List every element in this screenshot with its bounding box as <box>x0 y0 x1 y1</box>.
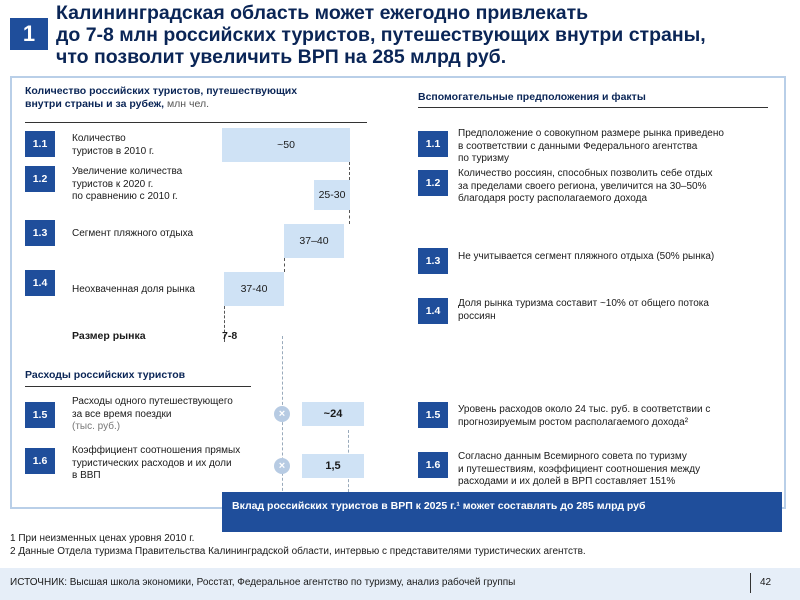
row-badge: 1.1 <box>25 131 55 157</box>
page-divider <box>750 573 751 593</box>
fact-badge: 1.2 <box>418 170 448 196</box>
row-label: Неохваченная доля рынка <box>72 284 195 295</box>
row-label: Расходы одного путешествующего за все время поездки (тыс. руб.) <box>72 396 233 432</box>
market-size-label: Размер рынка <box>72 330 146 342</box>
row-label: Коэффициент соотношения прямых туристических расходов и их доли в ВВП <box>72 445 241 481</box>
fact-text: Предположение о совокупном размере рынка приведено в соответствии с данными Федерального агентства по туризму <box>458 128 724 164</box>
fact-badge: 1.4 <box>418 298 448 324</box>
spending-heading-rule <box>25 386 251 387</box>
row-badge: 1.2 <box>25 166 55 192</box>
row-badge: 1.4 <box>25 270 55 296</box>
multiply-icon: × <box>274 406 290 422</box>
spending-heading: Расходы российских туристов <box>25 369 186 381</box>
page-number: 42 <box>760 577 772 588</box>
coefficient-value: 1,5 <box>302 454 364 478</box>
title-line-3: что позволит увеличить ВРП на 285 млрд руб. <box>56 46 507 68</box>
bar-beach-segment: 37–40 <box>284 224 344 258</box>
fact-badge: 1.1 <box>418 131 448 157</box>
fact-badge: 1.6 <box>418 452 448 478</box>
fact-text: Количество россиян, способных позволить себе отдых за пределами своего региона, увеличится на 30–50% благодаря росту располагаемого дохода <box>458 168 713 204</box>
fact-text: Уровень расходов около 24 тыс. руб. в соответствии с прогнозируемым ростом располагаемого дохода² <box>458 404 711 428</box>
fact-text: Не учитывается сегмент пляжного отдыха (50% рынка) <box>458 251 715 262</box>
row-badge: 1.6 <box>25 448 55 474</box>
spend-per-tourist-value: ~24 <box>302 402 364 426</box>
waterfall-connector <box>349 162 350 180</box>
fact-badge: 1.3 <box>418 248 448 274</box>
waterfall-connector <box>284 258 285 272</box>
row-label: Сегмент пляжного отдыха <box>72 228 194 239</box>
waterfall-connector <box>349 210 350 224</box>
left-heading-rule <box>25 122 367 123</box>
row-label: Количество туристов в 2010 г. <box>72 133 155 157</box>
row-badge: 1.5 <box>25 402 55 428</box>
bar-2010-tourists: ~50 <box>222 128 350 162</box>
bar-increase-2020: 25-30 <box>314 180 350 210</box>
title-line-2: до 7-8 млн российских туристов, путешествующих внутри страны, <box>56 24 706 46</box>
title-number-badge: 1 <box>10 18 48 50</box>
footnotes <box>10 532 790 558</box>
source-text: ИСТОЧНИК: Высшая школа экономики, Росстат, Федеральное агентство по туризму, анализ рабочей группы <box>10 577 516 588</box>
page-title <box>56 2 796 68</box>
multiply-icon: × <box>274 458 290 474</box>
fact-badge: 1.5 <box>418 402 448 428</box>
bar-uncovered-share: 37-40 <box>224 272 284 306</box>
right-heading-rule <box>418 107 768 108</box>
fact-text: Доля рынка туризма составит ~10% от общего потока россиян <box>458 298 709 322</box>
row-label: Увеличение количества туристов к 2020 г. по сравнению с 2010 г. <box>72 166 183 202</box>
unit-label: млн чел. <box>166 98 210 110</box>
tourist-count-heading: Количество российских туристов, путешествующих внутри страны и за рубеж, млн чел. <box>25 85 298 110</box>
footnote-1: 1 При неизменных ценах уровня 2010 г. <box>10 533 195 544</box>
conclusion-banner: Вклад российских туристов в ВРП к 2025 г.¹ может составлять до 285 млрд руб <box>222 492 782 532</box>
source-bar <box>0 568 800 600</box>
assumptions-heading: Вспомогательные предположения и факты <box>418 91 646 103</box>
footnote-2: 2 Данные Отдела туризма Правительства Калининградской области, интервью с представителями туристических агентств. <box>10 546 586 557</box>
fact-text: Согласно данным Всемирного совета по туризму и путешествиям, коэффициент соотношения между расходами и их долей в ВРП составляет 151% <box>458 451 701 487</box>
title-line-1: Калининградская область может ежегодно привлекать <box>56 2 589 24</box>
row-badge: 1.3 <box>25 220 55 246</box>
market-size-value: 7-8 <box>222 330 238 342</box>
